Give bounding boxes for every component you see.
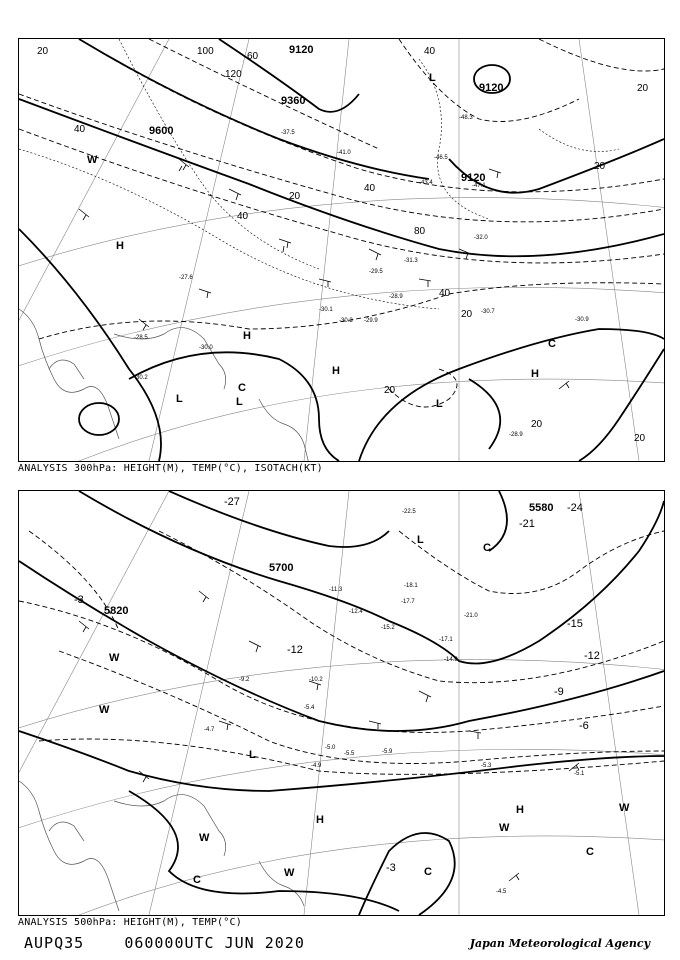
high-center-marker: H (531, 368, 539, 380)
height-label: 5820 (104, 605, 129, 617)
station-temp: -46.5 (434, 155, 448, 161)
cold-center-marker: C (548, 338, 556, 350)
station-temp: -43.4 (419, 180, 433, 186)
valid-time: 060000UTC JUN 2020 (124, 934, 305, 952)
isotach-label: 20 (461, 309, 473, 320)
low-center-marker: L (236, 396, 243, 408)
map-500hpa-canvas (19, 491, 664, 915)
station-temp: -5.3 (481, 763, 492, 769)
temp-label: -21 (519, 518, 535, 530)
station-temp: -15.2 (381, 625, 395, 631)
isotach-lines (19, 39, 664, 407)
isotach-label: 20 (531, 419, 543, 430)
station-temp: -30.0 (199, 345, 213, 351)
station-temp-group (134, 115, 589, 438)
isotach-label: 40 (364, 183, 376, 194)
low-center-marker: L (429, 72, 436, 84)
cold-center-marker: C (193, 874, 201, 886)
station-temp: -5.5 (344, 751, 355, 757)
station-temp: -30.2 (134, 375, 148, 381)
station-temp: -31.3 (404, 258, 418, 264)
station-temp: -41.0 (337, 150, 351, 156)
cold-center-marker: C (586, 846, 594, 858)
temp-label: -24 (567, 502, 583, 514)
isotach-label: 40 (237, 211, 249, 222)
high-center-marker: H (516, 804, 524, 816)
station-temp: -30.7 (481, 309, 495, 315)
isotach-label-group (37, 46, 649, 444)
high-center-marker: H (243, 330, 251, 342)
station-temp: -30.1 (319, 307, 333, 313)
height-label: 9120 (479, 82, 504, 94)
isotach-label: 20 (289, 191, 301, 202)
chart-identifier (24, 934, 305, 952)
isotach-label: 20 (634, 433, 646, 444)
warm-center-marker: W (619, 802, 630, 814)
station-temp: -29.9 (364, 318, 378, 324)
height-label: 9120 (461, 172, 486, 184)
isotach-label: 40 (424, 46, 436, 57)
chart-code: AUPQ35 (24, 934, 85, 952)
isotach-label: 60 (247, 51, 259, 62)
cold-center-marker: C (424, 866, 432, 878)
warm-center-marker: W (99, 704, 110, 716)
analysis-500hpa-map (18, 490, 665, 916)
temp-label: -3 (386, 862, 396, 874)
isotach-label: 20 (637, 83, 649, 94)
low-center-marker: L (249, 749, 256, 761)
cold-center-marker: C (238, 382, 246, 394)
temp-label-group (74, 496, 600, 874)
high-center-marker: H (316, 814, 324, 826)
isotach-label: 20 (384, 385, 396, 396)
isotach-label: 40 (439, 288, 451, 299)
station-temp: -48.3 (459, 115, 473, 121)
high-center-marker: H (116, 240, 124, 252)
station-temp: -32.0 (474, 235, 488, 241)
station-temp: -5.4 (304, 705, 315, 711)
low-center-marker: L (417, 534, 424, 546)
height-label: 5700 (269, 562, 294, 574)
temp-label: -12 (287, 644, 303, 656)
station-temp: -30.3 (339, 318, 353, 324)
station-temp: -4.5 (496, 889, 507, 895)
station-temp: -28.5 (134, 335, 148, 341)
caption-500hpa: ANALYSIS 500hPa: HEIGHT(M), TEMP(°C) (18, 917, 242, 928)
warm-center-marker: W (109, 652, 120, 664)
height-label-group (104, 502, 553, 617)
station-temp: -11.3 (329, 587, 343, 593)
map-300hpa-canvas (19, 39, 664, 461)
station-temp: -14.9 (444, 657, 458, 663)
isotach-label: 100 (197, 46, 214, 57)
isotach-label: 40 (74, 124, 86, 135)
station-temp: -12.4 (349, 609, 363, 615)
temp-label: -9 (554, 686, 564, 698)
station-temp: -28.9 (509, 432, 523, 438)
coastline (19, 309, 309, 461)
station-temp: -17.7 (401, 599, 415, 605)
temp-label: -15 (567, 618, 583, 630)
warm-center-marker: W (499, 822, 510, 834)
cold-center-marker: C (483, 542, 491, 554)
temp-label: -27 (224, 496, 240, 508)
station-temp-group (204, 509, 585, 895)
station-temp: -4.9 (311, 763, 322, 769)
temperature-lines (19, 39, 619, 309)
temp-label: -3 (74, 594, 84, 606)
station-temp: -5.9 (382, 749, 393, 755)
height-contours (19, 491, 664, 915)
station-temp: -37.5 (281, 130, 295, 136)
coastline (19, 781, 304, 911)
isotach-label: 20 (594, 161, 606, 172)
low-center-marker: L (436, 398, 443, 410)
warm-center-marker: W (87, 154, 98, 166)
station-temp: -9.2 (239, 677, 250, 683)
station-temp: -10.2 (309, 677, 323, 683)
station-temp: -28.9 (389, 294, 403, 300)
station-temp: -29.5 (369, 269, 383, 275)
warm-center-marker: W (284, 867, 295, 879)
station-temp: -5.1 (574, 771, 585, 777)
height-label: 9120 (289, 44, 314, 56)
graticule (19, 491, 664, 915)
station-temp: -17.1 (439, 637, 453, 643)
height-label: 5580 (529, 502, 554, 514)
station-temp: -47.1 (472, 183, 486, 189)
wind-barbs (79, 591, 579, 881)
station-temp: -30.9 (575, 317, 589, 323)
temp-label: -12 (584, 650, 600, 662)
height-label: 9600 (149, 125, 174, 137)
isotach-label: 80 (414, 226, 426, 237)
station-temp: -5.0 (325, 745, 336, 751)
station-temp: -4.7 (204, 727, 215, 733)
temp-label: -6 (579, 720, 589, 732)
high-center-marker: H (332, 365, 340, 377)
analysis-300hpa-map (18, 38, 665, 462)
isotach-label: 20 (37, 46, 49, 57)
agency-credit: Japan Meteorological Agency (469, 937, 650, 950)
station-temp: -27.6 (179, 275, 193, 281)
station-temp: -18.1 (404, 583, 418, 589)
caption-300hpa: ANALYSIS 300hPa: HEIGHT(M), TEMP(°C), ISOTACH(KT) (18, 463, 323, 474)
isotach-label: 120 (225, 69, 242, 80)
station-temp: -21.0 (464, 613, 478, 619)
warm-center-marker: W (199, 832, 210, 844)
height-label: 9360 (281, 95, 306, 107)
station-temp: -22.5 (402, 509, 416, 515)
low-center-marker: L (176, 393, 183, 405)
